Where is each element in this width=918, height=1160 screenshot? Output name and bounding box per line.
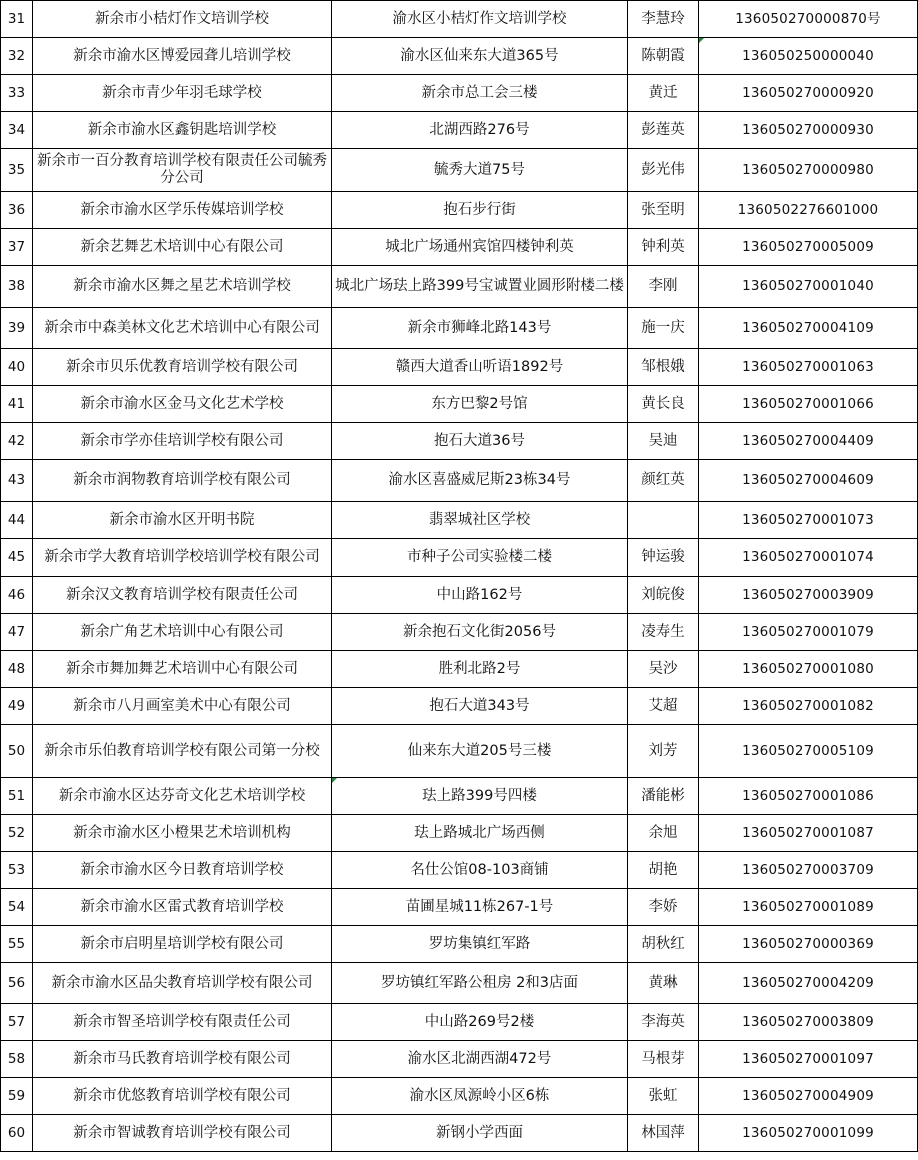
school-name: 新余市渝水区开明书院 (33, 502, 332, 539)
contact-person: 张虹 (628, 1078, 699, 1115)
school-address: 珐上路城北广场西侧 (332, 815, 628, 852)
table-row (1, 266, 918, 308)
license-number: 136050270001066 (699, 386, 918, 423)
contact-person: 施一庆 (628, 308, 699, 349)
contact-person: 黄长良 (628, 386, 699, 423)
school-address: 城北广场珐上路399号宝诚置业圆形附楼二楼 (332, 266, 628, 308)
school-address: 罗坊集镇红军路 (332, 926, 628, 963)
license-number: 136050250000040 (699, 38, 918, 75)
license-number: 136050270000980 (699, 149, 918, 192)
license-number: 136050270000870号 (699, 1, 918, 38)
license-number: 136050270001080 (699, 651, 918, 688)
contact-person: 钟运骏 (628, 539, 699, 577)
school-name: 新余市渝水区鑫钥匙培训学校 (33, 112, 332, 149)
contact-person (628, 502, 699, 539)
license-number: 136050270005109 (699, 725, 918, 778)
license-number: 136050270004109 (699, 308, 918, 349)
school-name: 新余市渝水区学乐传媒培训学校 (33, 192, 332, 229)
table-row (1, 577, 918, 614)
row-number: 40 (1, 349, 33, 386)
license-number: 136050270004609 (699, 460, 918, 502)
license-number: 136050270001087 (699, 815, 918, 852)
license-number: 136050270005009 (699, 229, 918, 266)
license-number: 136050270004909 (699, 1078, 918, 1115)
license-number: 136050270004409 (699, 423, 918, 460)
school-address: 苗圃星城11栋267-1号 (332, 889, 628, 926)
license-number: 136050270001089 (699, 889, 918, 926)
row-number: 55 (1, 926, 33, 963)
row-number: 48 (1, 651, 33, 688)
school-name: 新余市小桔灯作文培训学校 (33, 1, 332, 38)
row-number: 53 (1, 852, 33, 889)
cell-comment-marker (699, 38, 704, 43)
license-number: 136050270003909 (699, 577, 918, 614)
row-number: 45 (1, 539, 33, 577)
school-address: 渝水区北湖西湖472号 (332, 1041, 628, 1078)
row-number: 59 (1, 1078, 33, 1115)
row-number: 52 (1, 815, 33, 852)
school-address: 渝水区喜盛威尼斯23栋34号 (332, 460, 628, 502)
school-name: 新余市润物教育培训学校有限公司 (33, 460, 332, 502)
school-name: 新余市渝水区金马文化艺术学校 (33, 386, 332, 423)
table-row (1, 963, 918, 1004)
row-number: 56 (1, 963, 33, 1004)
row-number: 31 (1, 1, 33, 38)
school-address: 名仕公馆08-103商铺 (332, 852, 628, 889)
table-row (1, 1004, 918, 1041)
license-number: 136050270001073 (699, 502, 918, 539)
contact-person: 邹根娥 (628, 349, 699, 386)
contact-person: 凌寿生 (628, 614, 699, 651)
school-address: 新余市狮峰北路143号 (332, 308, 628, 349)
license-number: 136050270000930 (699, 112, 918, 149)
row-number: 38 (1, 266, 33, 308)
table-row (1, 192, 918, 229)
school-name: 新余市智诚教育培训学校有限公司 (33, 1115, 332, 1152)
license-number: 1360502276601000 (699, 192, 918, 229)
table-row (1, 423, 918, 460)
school-name: 新余市一百分教育培训学校有限责任公司毓秀分公司 (33, 149, 332, 192)
row-number: 51 (1, 778, 33, 815)
row-number: 58 (1, 1041, 33, 1078)
table-row (1, 308, 918, 349)
school-name: 新余市智圣培训学校有限责任公司 (33, 1004, 332, 1041)
table-row (1, 1078, 918, 1115)
license-number: 136050270001074 (699, 539, 918, 577)
row-number: 43 (1, 460, 33, 502)
table-row (1, 349, 918, 386)
school-address: 中山路269号2楼 (332, 1004, 628, 1041)
license-number: 136050270001079 (699, 614, 918, 651)
contact-person: 艾超 (628, 688, 699, 725)
contact-person: 胡秋红 (628, 926, 699, 963)
license-number: 136050270000920 (699, 75, 918, 112)
license-number: 136050270001086 (699, 778, 918, 815)
table-row (1, 725, 918, 778)
table-row (1, 651, 918, 688)
license-number: 136050270001040 (699, 266, 918, 308)
school-name: 新余市渝水区小橙果艺术培训机构 (33, 815, 332, 852)
school-name: 新余市渝水区舞之星艺术培训学校 (33, 266, 332, 308)
school-address: 城北广场通州宾馆四楼钟利英 (332, 229, 628, 266)
table-row (1, 1041, 918, 1078)
table-row (1, 688, 918, 725)
table-row (1, 1115, 918, 1152)
school-address: 赣西大道香山听语1892号 (332, 349, 628, 386)
school-address: 毓秀大道75号 (332, 149, 628, 192)
school-address: 渝水区凤源岭小区6栋 (332, 1078, 628, 1115)
table-row (1, 889, 918, 926)
cell-comment-marker (332, 778, 337, 783)
table-body (1, 1, 918, 1152)
row-number: 44 (1, 502, 33, 539)
row-number: 49 (1, 688, 33, 725)
school-address: 渝水区小桔灯作文培训学校 (332, 1, 628, 38)
school-name: 新余艺舞艺术培训中心有限公司 (33, 229, 332, 266)
contact-person: 陈朝霞 (628, 38, 699, 75)
license-number: 136050270001097 (699, 1041, 918, 1078)
table-row (1, 38, 918, 75)
table-row (1, 852, 918, 889)
contact-person: 潘能彬 (628, 778, 699, 815)
contact-person: 胡艳 (628, 852, 699, 889)
school-name: 新余市舞加舞艺术培训中心有限公司 (33, 651, 332, 688)
table-row (1, 1, 918, 38)
contact-person: 吴沙 (628, 651, 699, 688)
row-number: 33 (1, 75, 33, 112)
school-name: 新余市渝水区博爱园聋儿培训学校 (33, 38, 332, 75)
contact-person: 李娇 (628, 889, 699, 926)
license-number: 136050270003809 (699, 1004, 918, 1041)
school-address: 新余抱石文化街2056号 (332, 614, 628, 651)
contact-person: 彭莲英 (628, 112, 699, 149)
school-name: 新余市渝水区达芬奇文化艺术培训学校 (33, 778, 332, 815)
license-number: 136050270000369 (699, 926, 918, 963)
table-row (1, 778, 918, 815)
school-address: 中山路162号 (332, 577, 628, 614)
school-name: 新余市青少年羽毛球学校 (33, 75, 332, 112)
row-number: 54 (1, 889, 33, 926)
table-row (1, 539, 918, 577)
row-number: 35 (1, 149, 33, 192)
school-name: 新余广角艺术培训中心有限公司 (33, 614, 332, 651)
license-number: 136050270004209 (699, 963, 918, 1004)
table-row (1, 815, 918, 852)
school-name: 新余市优悠教育培训学校有限公司 (33, 1078, 332, 1115)
school-name: 新余市马氏教育培训学校有限公司 (33, 1041, 332, 1078)
row-number: 34 (1, 112, 33, 149)
license-number: 136050270003709 (699, 852, 918, 889)
school-address: 仙来东大道205号三楼 (332, 725, 628, 778)
contact-person: 余旭 (628, 815, 699, 852)
school-address: 抱石大道343号 (332, 688, 628, 725)
school-address: 北湖西路276号 (332, 112, 628, 149)
row-number: 50 (1, 725, 33, 778)
contact-person: 颜红英 (628, 460, 699, 502)
school-address: 抱石步行街 (332, 192, 628, 229)
table-row (1, 75, 918, 112)
contact-person: 钟利英 (628, 229, 699, 266)
school-name: 新余市中森美林文化艺术培训中心有限公司 (33, 308, 332, 349)
contact-person: 吴迪 (628, 423, 699, 460)
row-number: 32 (1, 38, 33, 75)
school-name: 新余市八月画室美术中心有限公司 (33, 688, 332, 725)
school-name: 新余市渝水区雷式教育培训学校 (33, 889, 332, 926)
contact-person: 李慧玲 (628, 1, 699, 38)
school-name: 新余市渝水区今日教育培训学校 (33, 852, 332, 889)
school-name: 新余市乐伯教育培训学校有限公司第一分校 (33, 725, 332, 778)
table-row (1, 149, 918, 192)
school-name: 新余市启明星培训学校有限公司 (33, 926, 332, 963)
school-address: 市种子公司实验楼二楼 (332, 539, 628, 577)
license-number: 136050270001063 (699, 349, 918, 386)
table-row (1, 614, 918, 651)
row-number: 47 (1, 614, 33, 651)
contact-person: 黄迁 (628, 75, 699, 112)
contact-person: 黄琳 (628, 963, 699, 1004)
row-number: 36 (1, 192, 33, 229)
school-address: 抱石大道36号 (332, 423, 628, 460)
contact-person: 马根芽 (628, 1041, 699, 1078)
school-address: 渝水区仙来东大道365号 (332, 38, 628, 75)
license-number: 136050270001099 (699, 1115, 918, 1152)
row-number: 42 (1, 423, 33, 460)
school-name: 新余市渝水区品尖教育培训学校有限公司 (33, 963, 332, 1004)
contact-person: 李海英 (628, 1004, 699, 1041)
school-name: 新余市贝乐优教育培训学校有限公司 (33, 349, 332, 386)
contact-person: 刘皖俊 (628, 577, 699, 614)
table-row (1, 112, 918, 149)
table-row (1, 229, 918, 266)
school-address: 新余市总工会三楼 (332, 75, 628, 112)
row-number: 37 (1, 229, 33, 266)
school-address: 珐上路399号四楼 (332, 778, 628, 815)
contact-person: 刘芳 (628, 725, 699, 778)
school-address: 东方巴黎2号馆 (332, 386, 628, 423)
contact-person: 李刚 (628, 266, 699, 308)
school-address: 翡翠城社区学校 (332, 502, 628, 539)
row-number: 57 (1, 1004, 33, 1041)
contact-person: 彭光伟 (628, 149, 699, 192)
school-address: 罗坊镇红军路公租房 2和3店面 (332, 963, 628, 1004)
table-row (1, 460, 918, 502)
row-number: 41 (1, 386, 33, 423)
row-number: 46 (1, 577, 33, 614)
school-address: 新钢小学西面 (332, 1115, 628, 1152)
row-number: 60 (1, 1115, 33, 1152)
school-name: 新余市学大教育培训学校培训学校有限公司 (33, 539, 332, 577)
table-row (1, 502, 918, 539)
row-number: 39 (1, 308, 33, 349)
license-number: 136050270001082 (699, 688, 918, 725)
school-name: 新余汉文教育培训学校有限责任公司 (33, 577, 332, 614)
table-row (1, 386, 918, 423)
school-name: 新余市学亦佳培训学校有限公司 (33, 423, 332, 460)
contact-person: 林国萍 (628, 1115, 699, 1152)
table-row (1, 926, 918, 963)
school-address: 胜利北路2号 (332, 651, 628, 688)
contact-person: 张至明 (628, 192, 699, 229)
